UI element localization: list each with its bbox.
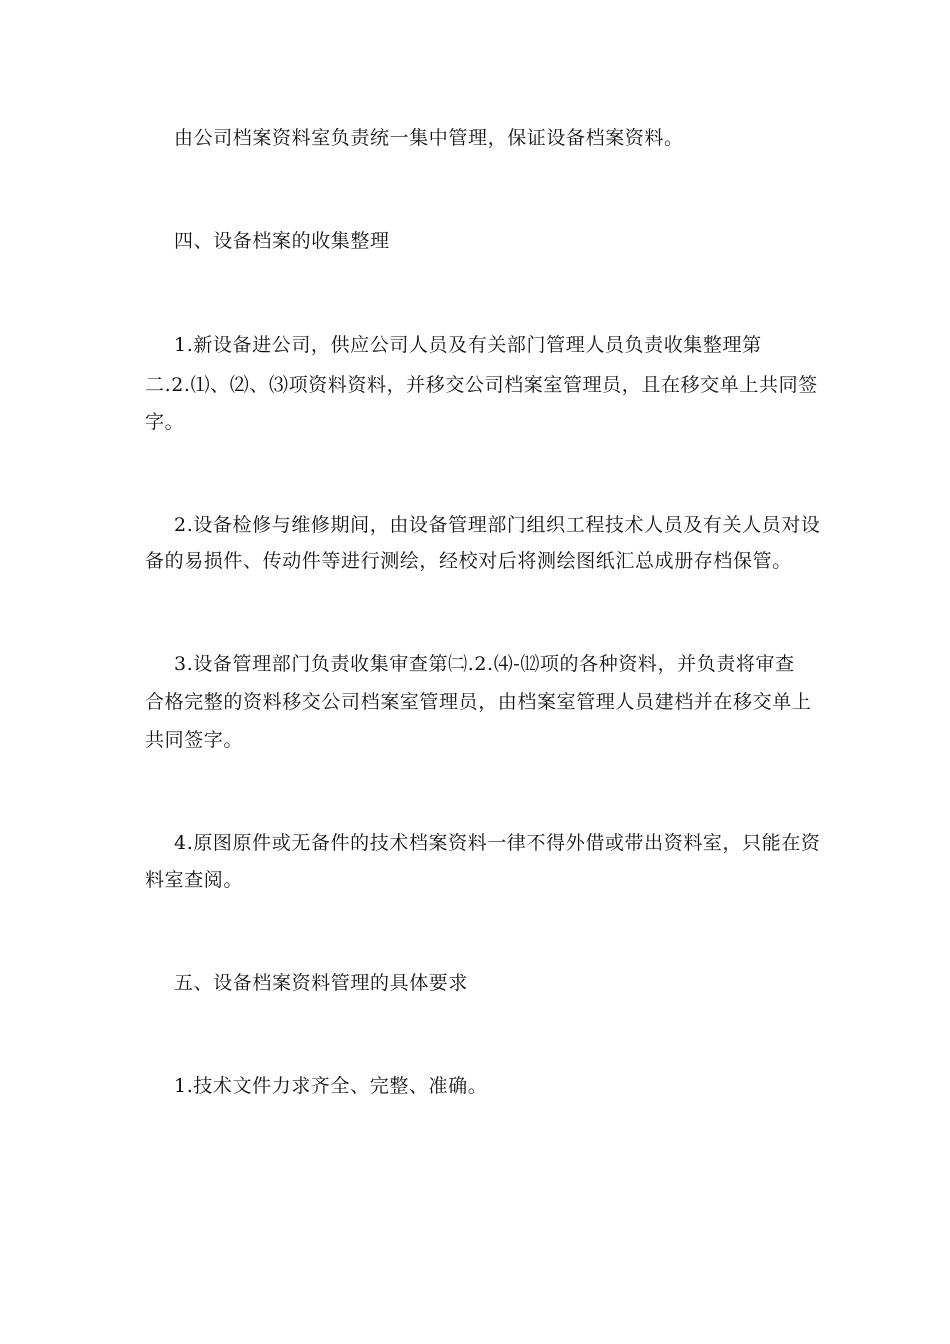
item-2-line-2: 备的易损件、传动件等进行测绘，经校对后将测绘图纸汇总成册存档保管。 (145, 550, 792, 572)
item-1-line-3: 字。 (145, 411, 185, 433)
item-2-line-1: 2.设备检修与维修期间，由设备管理部门组织工程技术人员及有关人员对设 (174, 514, 821, 536)
item-1-line-1: 1.新设备进公司，供应公司人员及有关部门管理人员负责收集整理第 (174, 334, 762, 356)
section-heading-5: 五、设备档案资料管理的具体要求 (174, 972, 469, 994)
item-1-line-2: 二.2.⑴、⑵、⑶项资料资料，并移交公司档案室管理员，且在移交单上共同签 (145, 374, 818, 396)
section-heading-4: 四、设备档案的收集整理 (174, 230, 390, 252)
item-4-line-1: 4.原图原件或无备件的技术档案资料一律不得外借或带出资料室，只能在资 (174, 832, 821, 854)
item-3-line-2: 合格完整的资料移交公司档案室管理员，由档案室管理人员建档并在移交单上 (145, 691, 812, 713)
paragraph-archive-management: 由公司档案资料室负责统一集中管理，保证设备档案资料。 (174, 127, 684, 149)
item-3-line-1: 3.设备管理部门负责收集审查第㈡.2.⑷-⑿项的各种资料，并负责将审查 (174, 653, 795, 675)
item-5: 1.技术文件力求齐全、完整、准确。 (174, 1075, 488, 1097)
item-4-line-2: 料室查阅。 (145, 869, 244, 891)
item-3-line-3: 共同签字。 (145, 729, 244, 751)
